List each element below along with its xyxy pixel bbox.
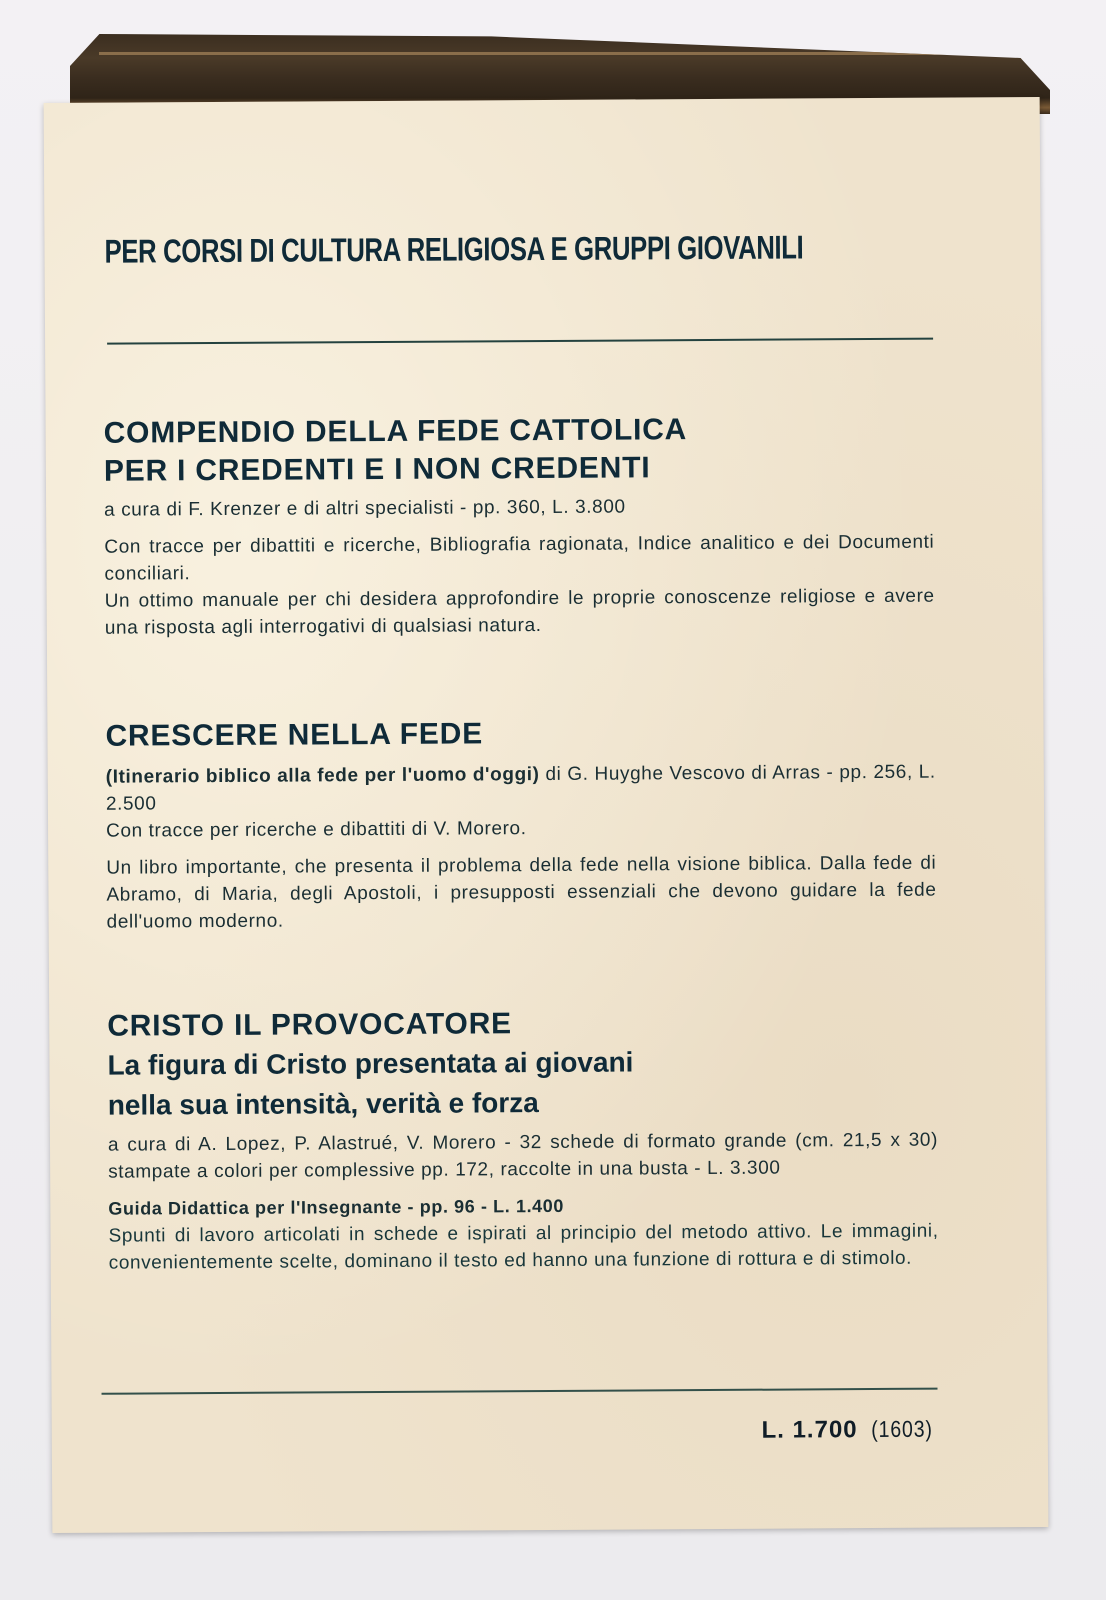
book-title-line: CRISTO IL PROVOCATORE [107,1007,513,1043]
back-cover [44,97,1049,1533]
book-title-line: COMPENDIO DELLA FEDE CATTOLICA [103,413,688,450]
page-edge-stripe [99,52,971,55]
book-meta [106,759,936,818]
guide-title: Guida Didattica per l'Insegnante - pp. 96 - L. 1.400 [108,1195,565,1219]
header-divider [107,338,933,345]
footer-divider [102,1388,938,1395]
book-subtitle-line: nella sua intensità, verità e forza [107,1087,539,1121]
book-title-line: CRESCERE NELLA FEDE [105,717,484,753]
catalog-code: (1603) [870,1415,933,1443]
book-meta: a cura di F. Krenzer e di altri specialisti - pp. 360, L. 3.800 [104,496,626,521]
book-description: Con tracce per dibattiti e ricerche, Bibliografia ragionata, Indice analitico e dei Documenti conciliari. [104,531,935,585]
book-meta: a cura di A. Lopez, P. Alastrué, V. Morero - 32 schede di formato grande (cm. 21,5 x 30) stampate a colori per complessive pp. 172, raccolte in una busta - L. 3.300 [107,1129,939,1183]
series-title: PER CORSI DI CULTURA RELIGIOSA E GRUPPI GIOVANILI [104,228,804,270]
book-entry-cristo [107,1003,939,1277]
book-title-line: PER I CREDENTI E I NON CREDENTI [103,451,651,488]
book-description: Un ottimo manuale per chi desidera approfondire le proprie conoscenze religiose e avere una risposta agli interrogativi di qualsiasi natura. [104,585,935,639]
book-description: Spunti di lavoro articolati in schede e ispirati al principio del metodo attivo. Le immagini, convenientemente scelte, dominano il testo ed hanno una funzione di rottura e di stimolo. [108,1220,939,1274]
cover-price [761,1416,937,1445]
book-author-price: di G. Huyghe Vescovo di Arras - pp. 256, L. 2.500 [105,761,936,815]
book-subtitle-line: La figura di Cristo presentata ai giovani [107,1046,634,1081]
book-entry-compendio [104,410,935,642]
book-description: Un libro importante, che presenta il problema della fede nella visione biblica. Dalla fede di Abramo, di Maria, degli Apostoli, i presupposti essenziali che devono guidare la fede dell'uomo moderno. [106,852,937,933]
book-entry-crescere [105,713,936,936]
book-meta-notes: Con tracce per ricerche e dibattiti di V. Morero. [106,818,527,842]
price-value: L. 1.700 [761,1416,858,1444]
book-subtitle: (Itinerario biblico alla fede per l'uomo d'oggi) [105,764,540,788]
